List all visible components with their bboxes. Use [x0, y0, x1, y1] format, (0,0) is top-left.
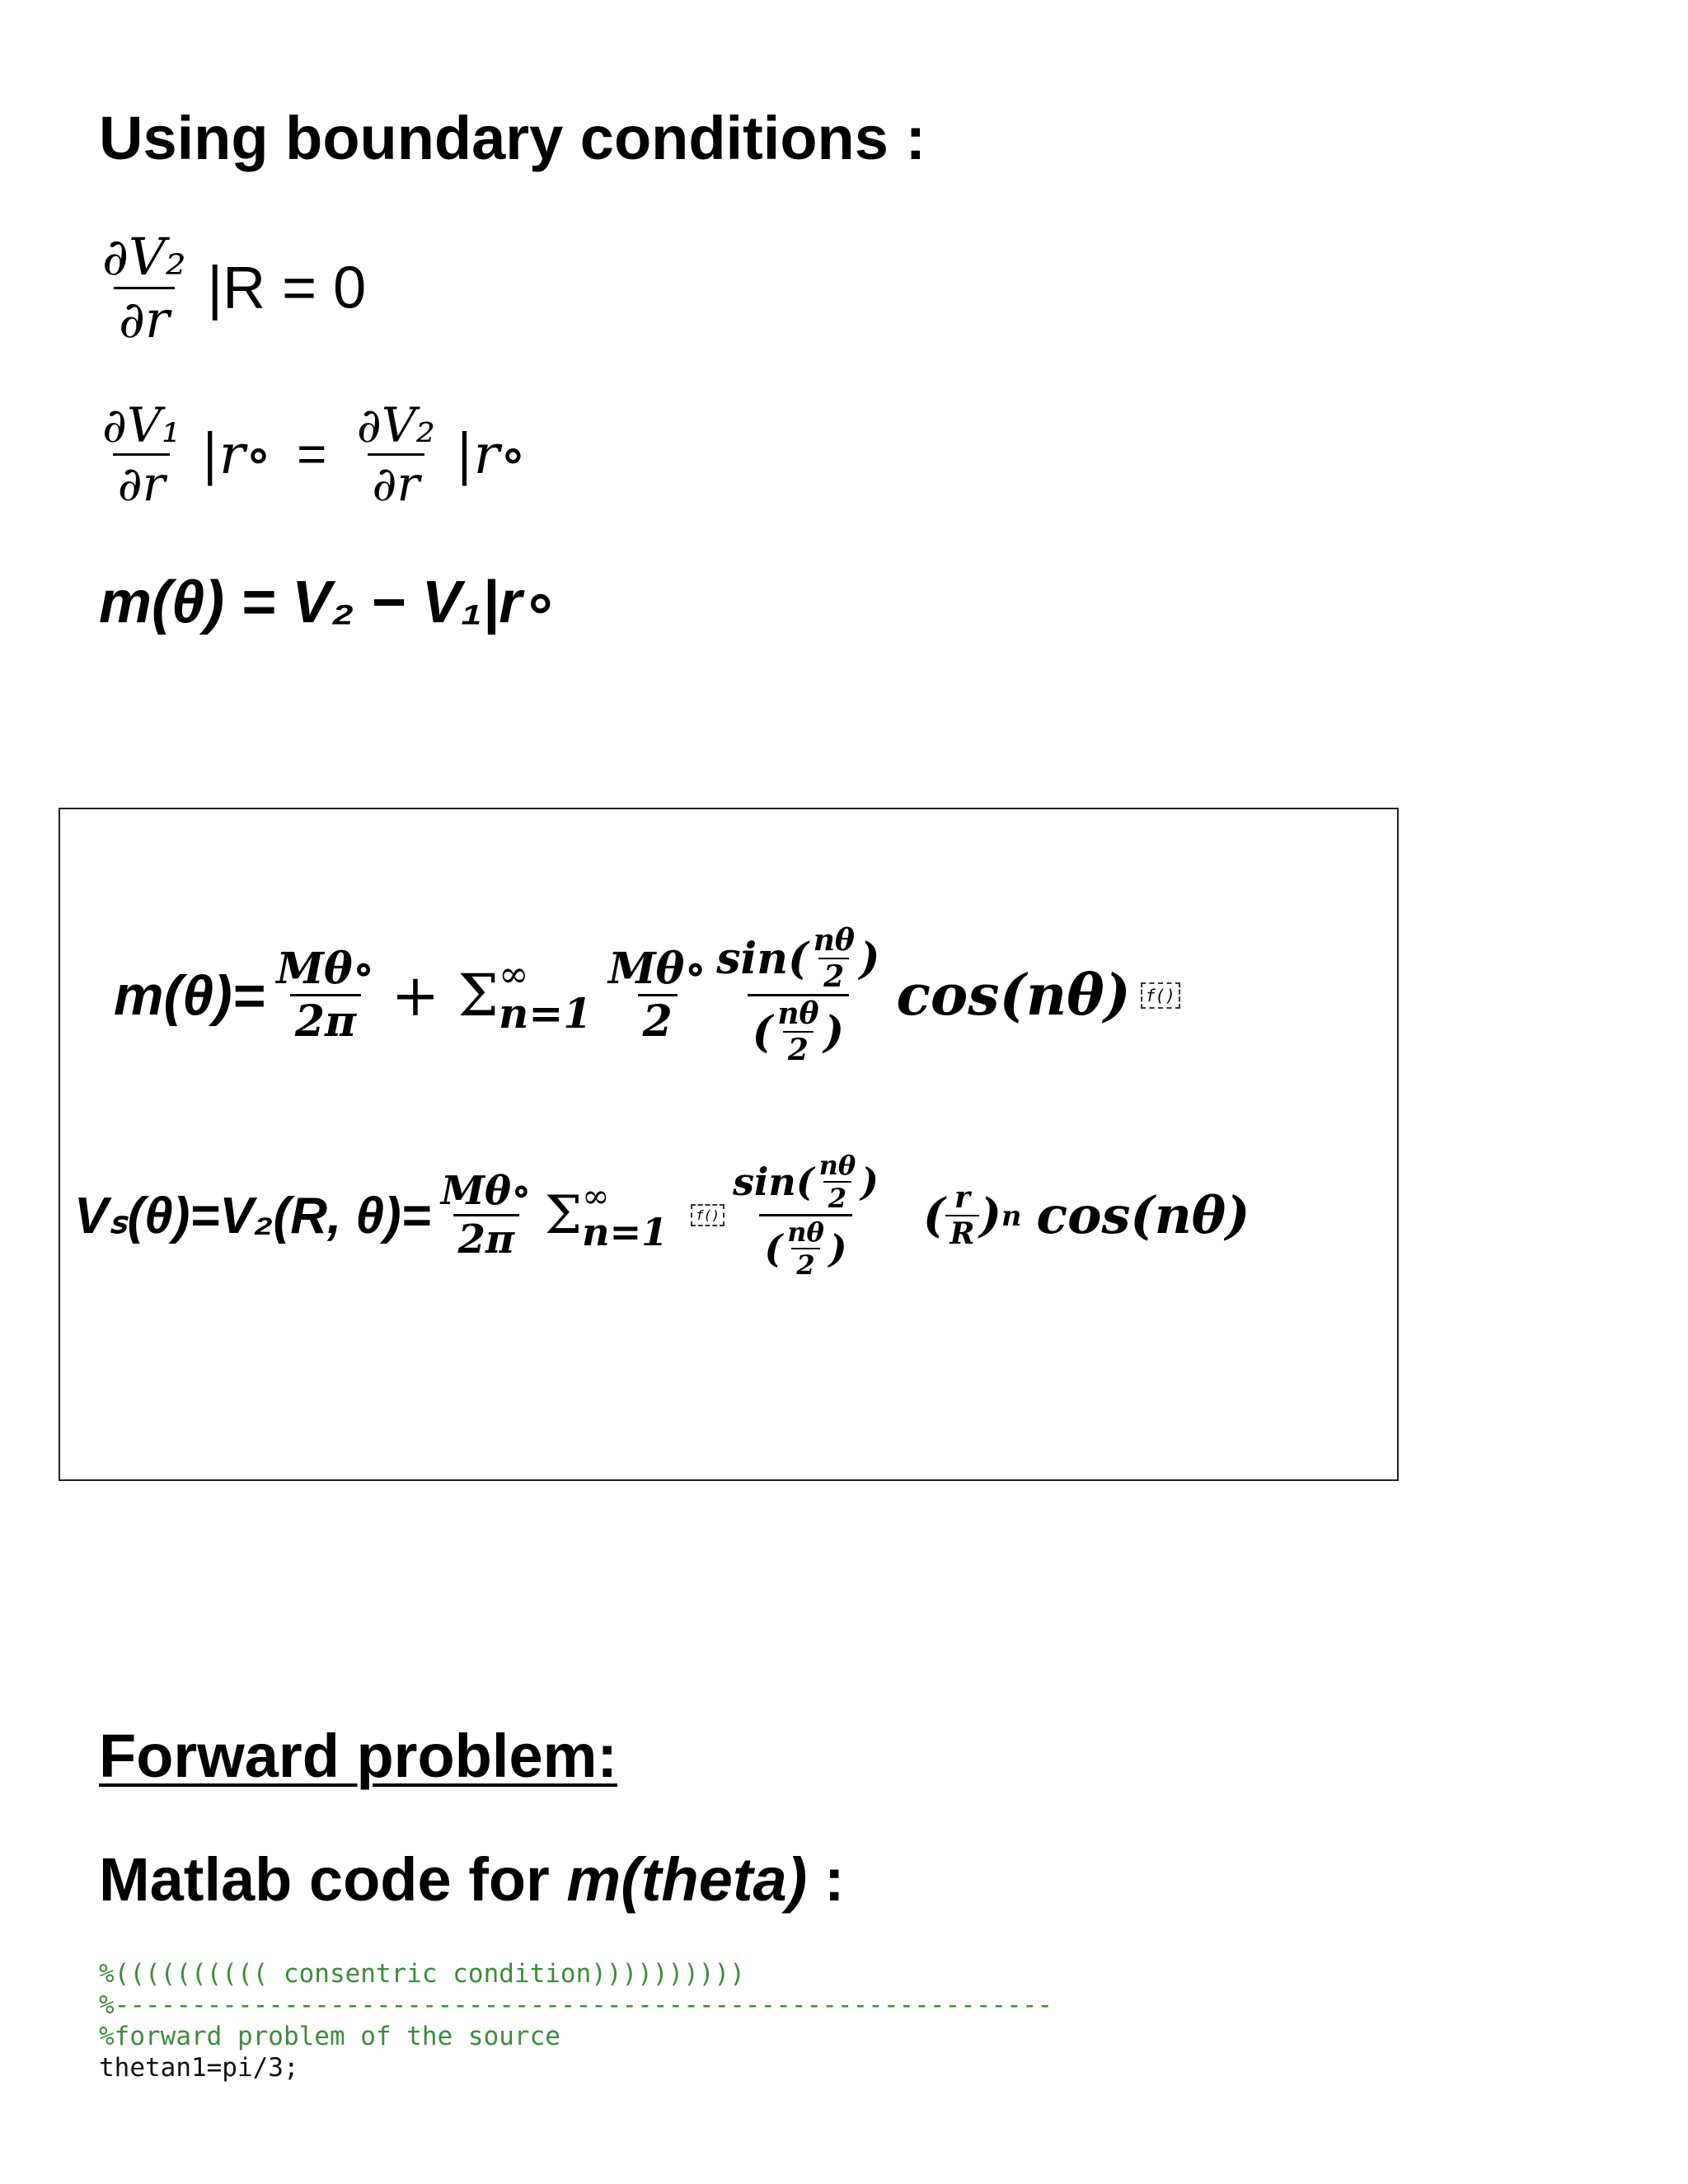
equation-boundary-1 [97, 227, 366, 349]
fraction-numerator: ∂V₂ [356, 397, 435, 453]
fraction-numerator: nθ [787, 1216, 824, 1248]
equation-boundary-2 [97, 397, 527, 512]
open-paren: ( [764, 1226, 783, 1271]
close-paren: ) [828, 1226, 847, 1271]
fraction-sin-over-arg [711, 923, 884, 1067]
fraction-denominator: 2 [791, 1248, 819, 1281]
fraction-denominator [759, 1214, 851, 1281]
heading-forward-problem: Forward problem: [99, 1722, 618, 1790]
fraction-ntheta-2 [782, 1216, 829, 1281]
m-lhs: m(θ)= [114, 963, 265, 1027]
plus-sum-sign: + Σ [391, 961, 499, 1029]
fraction-dv2-dr [97, 227, 191, 349]
fraction-denominator: ∂r [368, 453, 425, 512]
heading-matlab-code [99, 1844, 845, 1915]
close-paren: ) [860, 1160, 879, 1204]
fraction-denominator: 2 [823, 1181, 851, 1214]
fraction-numerator [711, 923, 884, 994]
fraction-numerator: nθ [818, 1150, 856, 1181]
sum-lower-limit: n=1 [499, 988, 593, 1038]
code-line-comment: %(((((((((( consentric condition)))))))))) [99, 1959, 745, 1989]
equals-sign: = [297, 426, 327, 483]
vs-lhs: Vₛ(θ)=V₂(R, θ)= [74, 1188, 431, 1244]
fraction-dv1-dr [97, 397, 185, 512]
sum-upper-limit: ∞ [499, 953, 529, 996]
fraction-denominator: 2π [453, 1214, 520, 1263]
code-line-statement: thetan1=pi/3; [99, 2053, 299, 2083]
heading-matlab-italic: m(theta) [566, 1845, 808, 1914]
fraction-numerator: Mθ∘ [276, 944, 375, 994]
fraction-denominator: ∂r [114, 287, 175, 349]
fraction-numerator: nθ [777, 996, 819, 1031]
sin-label: sin( [733, 1160, 814, 1204]
fraction-numerator: nθ [813, 923, 855, 958]
cos-term: cos(nθ) [1036, 1185, 1250, 1245]
open-paren: ( [923, 1188, 945, 1243]
sum-lower-limit: n=1 [582, 1209, 668, 1254]
fraction-numerator: ∂V₁ [102, 397, 181, 453]
sum-limits [499, 953, 593, 1038]
fraction-r-R [945, 1180, 980, 1251]
heading-matlab-prefix: Matlab code for [99, 1845, 567, 1914]
code-line-separator: %------------------------------------------------------------- [99, 1990, 1053, 2020]
fraction-denominator: ∂r [113, 453, 171, 512]
equation-m-theta-series [114, 923, 1180, 1067]
fraction-denominator: 2 [783, 1031, 814, 1067]
equation-rhs: |R = 0 [207, 255, 367, 321]
equation-vs-theta-series [74, 1150, 1250, 1281]
evaluation-bar-left: |r∘ [200, 423, 272, 486]
fraction-ntheta-2 [814, 1150, 861, 1214]
code-line-comment: %forward problem of the source [99, 2022, 560, 2051]
fraction-numerator: Mθ∘ [440, 1168, 532, 1214]
formula-placeholder-icon: f() [691, 1204, 724, 1226]
sum-sign: Σ [544, 1184, 583, 1246]
fraction-numerator: r [954, 1179, 970, 1215]
sum-upper-limit: ∞ [582, 1177, 610, 1216]
close-paren: ) [823, 1006, 845, 1057]
sum-limits [582, 1177, 668, 1254]
fraction-denominator: R [945, 1215, 980, 1251]
close-paren: ) [859, 933, 880, 984]
heading-boundary-conditions: Using boundary conditions : [99, 104, 926, 172]
fraction-denominator: 2 [638, 994, 678, 1047]
formula-placeholder-icon: f() [1141, 982, 1180, 1009]
cos-term: cos(nθ) [896, 962, 1131, 1029]
fraction-sin-over-arg [728, 1150, 884, 1281]
fraction-denominator: 2 [818, 958, 849, 994]
equation-m-theta-definition: m(θ) = V₂ − V₁|r∘ [99, 569, 560, 635]
sin-label: sin( [716, 933, 809, 984]
r-over-R-power [923, 1180, 1021, 1251]
evaluation-bar-right: |r∘ [455, 423, 527, 486]
heading-matlab-suffix: : [807, 1845, 845, 1914]
fraction-ntheta-2 [809, 923, 860, 994]
fraction-dv2-dr [352, 397, 440, 512]
fraction-denominator [748, 994, 849, 1067]
fraction-m-theta-2 [603, 944, 711, 1047]
fraction-m-theta-2pi [271, 944, 379, 1047]
exponent-n: n [1001, 1198, 1022, 1232]
fraction-m-theta-2pi [436, 1168, 537, 1263]
matlab-code-block [99, 1958, 1053, 2083]
fraction-denominator: 2π [290, 994, 361, 1047]
close-paren: ) [979, 1188, 1001, 1243]
fraction-numerator: Mθ∘ [608, 944, 707, 994]
formula-box [59, 808, 1399, 1481]
fraction-numerator: ∂V₂ [102, 227, 186, 287]
fraction-numerator [728, 1150, 884, 1214]
open-paren: ( [752, 1006, 773, 1057]
fraction-ntheta-2 [772, 996, 823, 1067]
